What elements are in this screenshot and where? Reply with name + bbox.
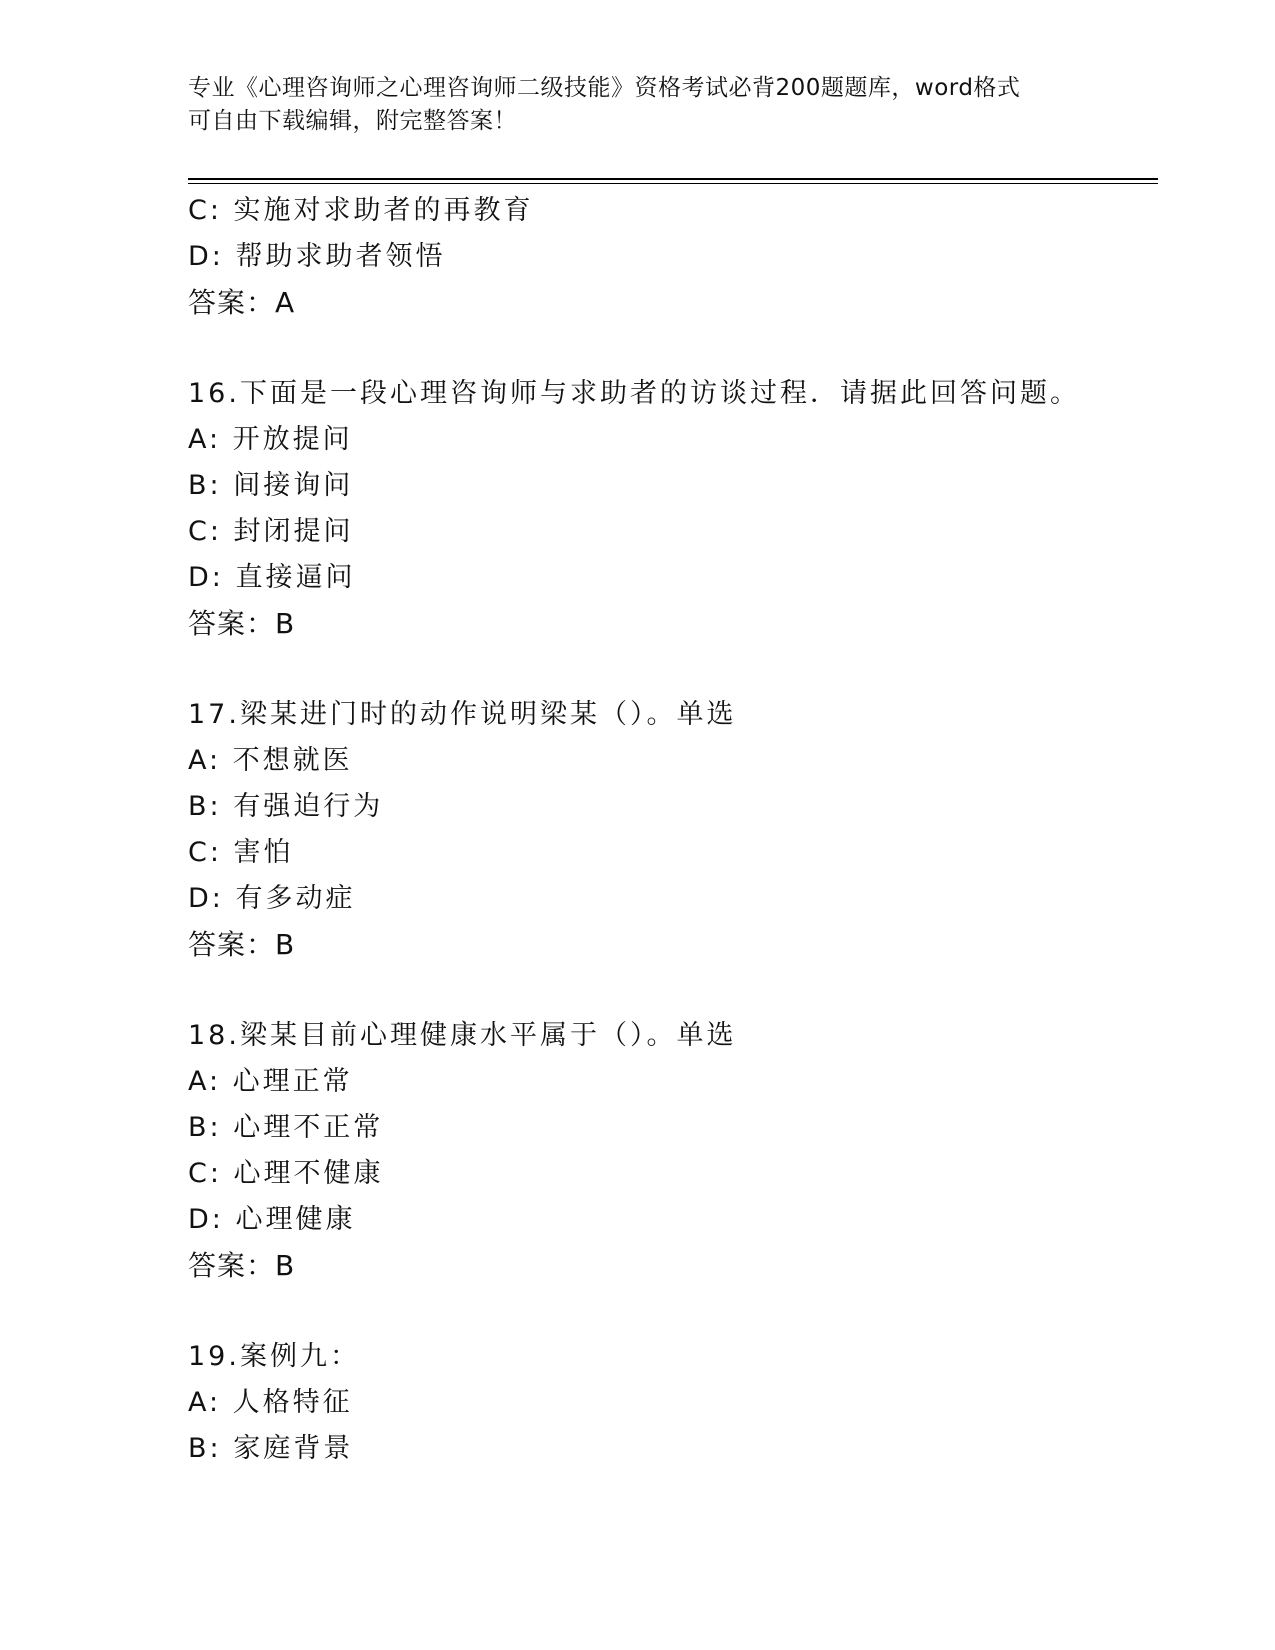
option-d: D: 直接逼问 — [188, 562, 356, 593]
header-divider-thick — [188, 178, 1158, 180]
question-stem-18: 18.梁某目前心理健康水平属于（）。单选 — [188, 1020, 737, 1051]
answer-line: 答案：B — [188, 928, 296, 961]
question-list — [188, 188, 1158, 1472]
option-a: A: 不想就医 — [188, 745, 353, 776]
option-b: B: 家庭背景 — [188, 1433, 354, 1464]
question-stem-16: 16.下面是一段心理咨询师与求助者的访谈过程．请据此回答问题。 — [188, 378, 1080, 409]
header-line-1: 专业《心理咨询师之心理咨询师二级技能》资格考试必背200题题库，word格式 — [188, 75, 1021, 101]
document-header — [188, 72, 1078, 138]
option-b: B: 有强迫行为 — [188, 791, 384, 822]
option-b: B: 心理不正常 — [188, 1112, 384, 1143]
option-d: D: 有多动症 — [188, 883, 356, 914]
option-d: D: 心理健康 — [188, 1204, 356, 1235]
spacer — [188, 968, 1158, 1013]
option-b: B: 间接询问 — [188, 470, 354, 501]
option-a: A: 人格特征 — [188, 1387, 353, 1418]
option-c: C: 实施对求助者的再教育 — [188, 195, 534, 226]
spacer — [188, 647, 1158, 692]
spacer — [188, 1289, 1158, 1334]
spacer — [188, 326, 1158, 371]
option-d: D: 帮助求助者领悟 — [188, 241, 446, 272]
answer-line: 答案：A — [188, 286, 296, 319]
header-line-2: 可自由下载编辑，附完整答案！ — [188, 108, 517, 134]
option-a: A: 开放提问 — [188, 424, 353, 455]
question-stem-17: 17.梁某进门时的动作说明梁某（）。单选 — [188, 699, 737, 730]
answer-line: 答案：B — [188, 607, 296, 640]
option-c: C: 封闭提问 — [188, 516, 354, 547]
option-c: C: 害怕 — [188, 837, 294, 868]
option-c: C: 心理不健康 — [188, 1158, 384, 1189]
answer-line: 答案：B — [188, 1249, 296, 1282]
header-divider-thin — [188, 183, 1158, 184]
option-a: A: 心理正常 — [188, 1066, 353, 1097]
question-stem-19: 19.案例九： — [188, 1341, 360, 1372]
